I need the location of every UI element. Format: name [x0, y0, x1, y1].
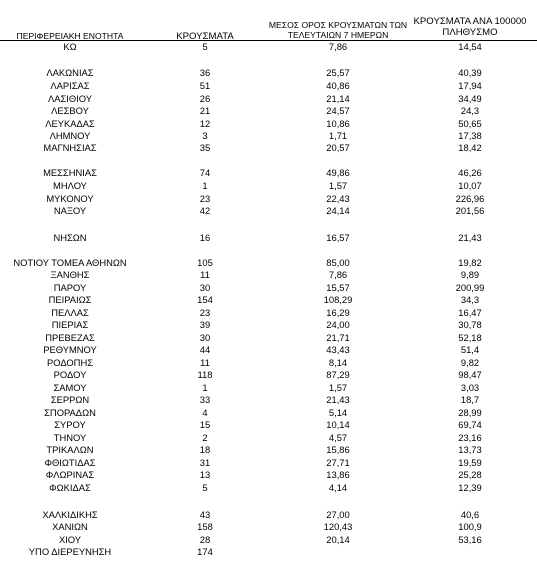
row-region: ΛΕΣΒΟΥ	[51, 105, 89, 116]
row-average: 43,43	[326, 344, 350, 355]
header-cases: ΚΡΟΥΣΜΑΤΑ	[176, 31, 234, 42]
row-per-100000: 69,74	[458, 419, 482, 430]
table-row	[0, 394, 537, 406]
row-region: ΚΩ	[63, 41, 77, 52]
row-region: ΠΙΕΡΙΑΣ	[51, 319, 89, 330]
row-per-100000: 19,82	[458, 257, 482, 268]
table-row	[0, 193, 537, 205]
table-row	[0, 444, 537, 456]
row-average: 10,14	[326, 419, 350, 430]
row-average: 7,86	[328, 269, 348, 280]
header-per-line-2: ΠΛΗΘΥΣΜΟ	[442, 27, 498, 38]
header-cases-per-100000	[395, 16, 537, 38]
table-row	[0, 269, 537, 281]
row-average: 20,14	[326, 534, 350, 545]
table-row	[0, 382, 537, 394]
row-region: ΛΕΥΚΑΔΑΣ	[45, 118, 95, 129]
row-per-100000: 40,39	[458, 67, 482, 78]
row-per-100000: 200,99	[455, 282, 485, 293]
row-average: 13,86	[326, 469, 350, 480]
row-average: 120,43	[323, 521, 353, 532]
table-row	[0, 521, 537, 533]
table-row	[0, 205, 537, 217]
table-row	[0, 482, 537, 494]
row-region: ΛΑΡΙΣΑΣ	[50, 80, 90, 91]
row-region: ΞΑΝΘΗΣ	[50, 269, 90, 280]
row-cases: 174	[197, 546, 213, 557]
table-row	[0, 105, 537, 117]
row-region: ΝΑΞΟΥ	[53, 205, 87, 216]
row-average: 24,57	[326, 105, 350, 116]
row-per-100000: 21,43	[458, 232, 482, 243]
row-region: ΧΑΝΙΩΝ	[52, 521, 88, 532]
row-cases: 11	[200, 357, 210, 368]
row-average: 25,57	[326, 67, 350, 78]
row-region: ΦΛΩΡΙΝΑΣ	[45, 469, 95, 480]
row-per-100000: 226,96	[455, 193, 485, 204]
row-cases: 39	[199, 319, 211, 330]
row-region: ΜΑΓΝΗΣΙΑΣ	[43, 142, 97, 153]
row-average: 1,57	[328, 180, 348, 191]
table-row	[0, 80, 537, 92]
row-average: 27,71	[326, 457, 350, 468]
row-region: ΦΩΚΙΔΑΣ	[49, 482, 91, 493]
table-row	[0, 257, 537, 269]
row-region: ΠΕΙΡΑΙΩΣ	[48, 294, 92, 305]
row-cases: 33	[199, 394, 211, 405]
row-average: 1,57	[328, 382, 348, 393]
row-average: 24,14	[326, 205, 350, 216]
row-region: ΤΡΙΚΑΛΩΝ	[46, 444, 94, 455]
row-per-100000: 9,82	[460, 357, 480, 368]
row-cases: 28	[199, 534, 211, 545]
row-average: 4,14	[328, 482, 348, 493]
row-average: 22,43	[326, 193, 350, 204]
row-per-100000: 3,03	[460, 382, 480, 393]
row-average: 21,14	[326, 93, 350, 104]
row-cases: 5	[202, 482, 208, 493]
row-per-100000: 23,16	[458, 432, 482, 443]
header-per-line-1: ΚΡΟΥΣΜΑΤΑ ΑΝΑ 100000	[413, 16, 527, 27]
row-cases: 4	[202, 407, 208, 418]
row-average: 27,00	[326, 509, 350, 520]
row-per-100000: 52,18	[458, 332, 482, 343]
row-average: 87,29	[326, 369, 350, 380]
row-average: 15,86	[326, 444, 350, 455]
table-row	[0, 282, 537, 294]
row-per-100000: 46,26	[458, 167, 482, 178]
row-region: ΠΑΡΟΥ	[53, 282, 87, 293]
row-region: ΧΑΛΚΙΔΙΚΗΣ	[42, 509, 98, 520]
table-row	[0, 332, 537, 344]
row-cases: 30	[199, 332, 211, 343]
row-average: 15,57	[326, 282, 350, 293]
row-cases: 74	[199, 167, 211, 178]
row-region: ΜΗΛΟΥ	[53, 180, 87, 191]
row-region: ΣΕΡΡΩΝ	[50, 394, 90, 405]
row-region: ΡΕΘΥΜΝΟΥ	[43, 344, 97, 355]
row-cases: 23	[199, 307, 211, 318]
row-region: ΝΗΣΩΝ	[53, 232, 87, 243]
table-row	[0, 142, 537, 154]
row-per-100000: 9,89	[460, 269, 480, 280]
row-per-100000: 34,49	[458, 93, 482, 104]
row-cases: 3	[202, 130, 208, 141]
row-per-100000: 18,7	[460, 394, 480, 405]
row-region: ΛΑΚΩΝΙΑΣ	[46, 67, 94, 78]
table-row	[0, 294, 537, 306]
row-cases: 2	[202, 432, 208, 443]
row-region: ΜΕΣΣΗΝΙΑΣ	[43, 167, 97, 178]
row-region: ΝΟΤΙΟΥ ΤΟΜΕΑ ΑΘΗΝΩΝ	[13, 257, 127, 268]
row-average: 49,86	[326, 167, 350, 178]
row-per-100000: 17,38	[458, 130, 482, 141]
row-region: ΠΕΛΛΑΣ	[51, 307, 89, 318]
row-region: ΡΟΔΟΠΗΣ	[46, 357, 94, 368]
row-cases: 35	[199, 142, 211, 153]
row-per-100000: 53,16	[458, 534, 482, 545]
row-average: 10,86	[326, 118, 350, 129]
row-cases: 51	[199, 80, 211, 91]
table-row	[0, 509, 537, 521]
row-per-100000: 100,9	[458, 521, 482, 532]
header-average-line-2: ΤΕΛΕΥΤΑΙΩΝ 7 ΗΜΕΡΩΝ	[287, 30, 389, 40]
row-region: ΡΟΔΟΥ	[53, 369, 87, 380]
row-per-100000: 25,28	[458, 469, 482, 480]
row-per-100000: 16,47	[458, 307, 482, 318]
row-cases: 21	[199, 105, 211, 116]
row-cases: 13	[199, 469, 211, 480]
table-row	[0, 93, 537, 105]
row-average: 16,29	[326, 307, 350, 318]
row-per-100000: 50,65	[458, 118, 482, 129]
row-per-100000: 40,6	[460, 509, 480, 520]
table-row	[0, 319, 537, 331]
row-region: ΛΑΣΙΘΙΟΥ	[47, 93, 93, 104]
row-region: ΜΥΚΟΝΟΥ	[46, 193, 94, 204]
row-cases: 31	[199, 457, 211, 468]
table-row	[0, 130, 537, 142]
row-average: 85,00	[326, 257, 350, 268]
row-region: ΣΠΟΡΑΔΩΝ	[44, 407, 96, 418]
header-region: ΠΕΡΙΦΕΡΕΙΑΚΗ ΕΝΟΤΗΤΑ	[16, 31, 124, 41]
header-average-line-1: ΜΕΣΟΣ ΟΡΟΣ ΚΡΟΥΣΜΑΤΩΝ ΤΩΝ	[268, 20, 408, 30]
row-average: 16,57	[326, 232, 350, 243]
row-cases: 23	[199, 193, 211, 204]
table-row	[0, 432, 537, 444]
table-row	[0, 167, 537, 179]
table-row	[0, 534, 537, 546]
table-row	[0, 344, 537, 356]
row-region: ΠΡΕΒΕΖΑΣ	[45, 332, 95, 343]
table-row	[0, 307, 537, 319]
row-region: ΣΑΜΟΥ	[53, 382, 87, 393]
row-average: 7,86	[328, 41, 348, 52]
row-per-100000: 201,56	[455, 205, 485, 216]
row-cases: 42	[199, 205, 211, 216]
row-per-100000: 10,07	[458, 180, 482, 191]
header-average-7-days	[258, 20, 418, 40]
row-per-100000: 28,99	[458, 407, 482, 418]
row-per-100000: 13,73	[458, 444, 482, 455]
row-average: 40,86	[326, 80, 350, 91]
row-cases: 11	[200, 269, 210, 280]
row-average: 8,14	[328, 357, 348, 368]
row-cases: 36	[199, 67, 211, 78]
table-row	[0, 469, 537, 481]
row-cases: 1	[202, 382, 208, 393]
row-cases: 158	[197, 521, 213, 532]
row-cases: 43	[199, 509, 211, 520]
row-per-100000: 18,42	[458, 142, 482, 153]
table-row	[0, 232, 537, 244]
table-row	[0, 180, 537, 192]
row-per-100000: 51,4	[460, 344, 480, 355]
row-per-100000: 34,3	[460, 294, 480, 305]
table-row	[0, 407, 537, 419]
table-row	[0, 357, 537, 369]
row-average: 21,43	[326, 394, 350, 405]
row-cases: 105	[197, 257, 213, 268]
table-row	[0, 457, 537, 469]
row-per-100000: 12,39	[458, 482, 482, 493]
row-cases: 18	[199, 444, 211, 455]
row-cases: 5	[202, 41, 208, 52]
row-per-100000: 19,59	[458, 457, 482, 468]
row-cases: 30	[199, 282, 211, 293]
table-row	[0, 419, 537, 431]
table-row	[0, 118, 537, 130]
row-cases: 154	[197, 294, 213, 305]
row-cases: 16	[199, 232, 211, 243]
table-row	[0, 369, 537, 381]
row-average: 24,00	[326, 319, 350, 330]
row-region: ΦΘΙΩΤΙΔΑΣ	[44, 457, 96, 468]
row-cases: 44	[199, 344, 211, 355]
table-row	[0, 546, 537, 558]
row-region: ΤΗΝΟΥ	[53, 432, 87, 443]
row-average: 108,29	[323, 294, 353, 305]
row-region: ΛΗΜΝΟΥ	[49, 130, 91, 141]
table-row	[0, 67, 537, 79]
row-region: ΧΙΟΥ	[58, 534, 82, 545]
row-region: ΥΠΟ ΔΙΕΡΕΥΝΗΣΗ	[28, 546, 112, 557]
row-per-100000: 98,47	[458, 369, 482, 380]
row-cases: 12	[199, 118, 211, 129]
row-cases: 26	[199, 93, 211, 104]
row-per-100000: 30,78	[458, 319, 482, 330]
row-average: 4,57	[328, 432, 348, 443]
row-region: ΣΥΡΟΥ	[54, 419, 86, 430]
row-average: 1,71	[328, 130, 348, 141]
row-cases: 1	[202, 180, 208, 191]
row-cases: 15	[199, 419, 211, 430]
row-per-100000: 17,94	[458, 80, 482, 91]
table-row	[0, 41, 537, 53]
row-average: 20,57	[326, 142, 350, 153]
row-per-100000: 24,3	[460, 105, 480, 116]
row-per-100000: 14,54	[458, 41, 482, 52]
row-average: 21,71	[326, 332, 350, 343]
row-average: 5,14	[328, 407, 348, 418]
row-cases: 118	[197, 369, 213, 380]
